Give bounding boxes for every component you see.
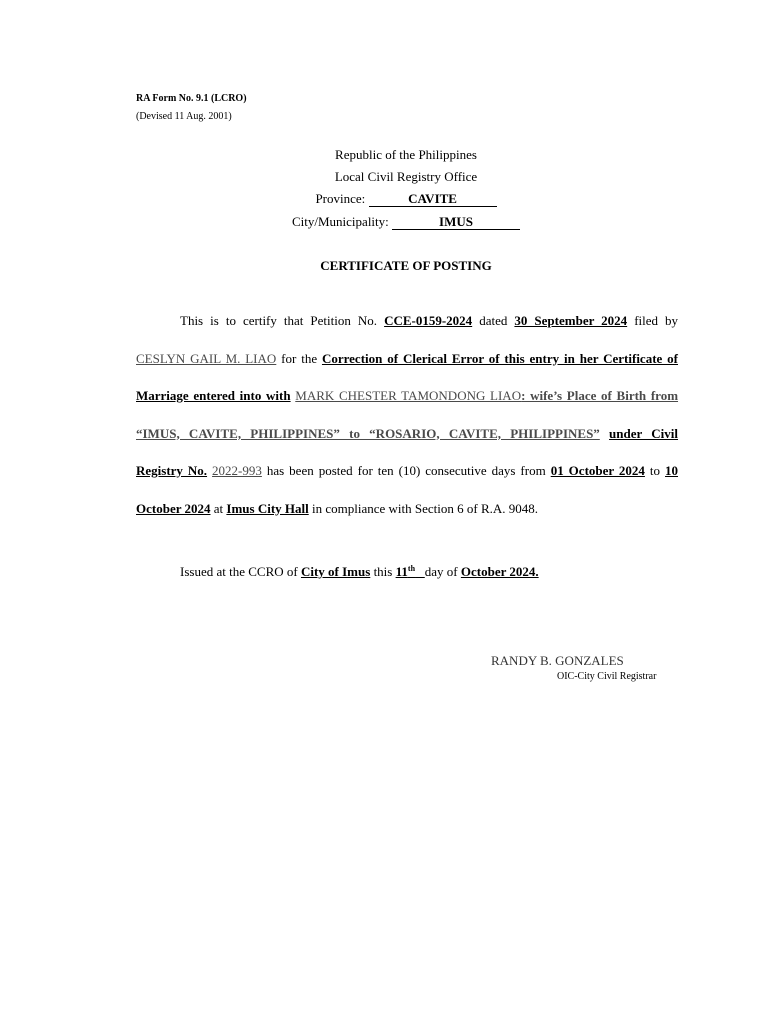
issued-day: 11th	[395, 564, 416, 579]
certificate-title: CERTIFICATE OF POSTING	[320, 258, 492, 273]
city-value: IMUS	[392, 215, 520, 230]
city-line	[0, 214, 768, 230]
body-text-3: filed by	[634, 313, 679, 328]
province-label: Province:	[315, 191, 366, 206]
body-text-8: in compliance with Section 6 of R.A. 9048.	[311, 500, 539, 516]
body-text-6: to	[649, 463, 661, 478]
form-revision: (Devised 11 Aug. 2001)	[136, 111, 232, 122]
registry-number: 2022-993	[212, 463, 262, 478]
spouse-name: MARK CHESTER TAMONDONG LIAO	[295, 388, 522, 403]
purpose-text: Correction of Clerical Error of this entry in her Certificate of Marriage entered into with	[136, 350, 679, 403]
correction-details: : wife’s Place of Birth from “IMUS, CAVITE, PHILIPPINES” to “ROSARIO, CAVITE, PHILIPPINES”	[136, 388, 679, 441]
city-label: City/Municipality:	[291, 214, 389, 229]
province-value: CAVITE	[369, 192, 497, 207]
issued-city: City of Imus	[300, 564, 371, 579]
body-text-2: dated	[479, 313, 508, 328]
body-text-7: at	[213, 500, 224, 516]
date-filed: 30 September 2024	[514, 313, 628, 328]
petitioner-name: CESLYN GAIL M. LIAO	[136, 350, 277, 366]
petition-number: CCE-0159-2024	[384, 313, 473, 328]
posting-date-to: 10 October 2024	[136, 463, 679, 516]
form-number: RA Form No. 9.1 (LCRO)	[136, 93, 247, 104]
registry-label: under Civil Registry No.	[136, 425, 679, 478]
body-text-1: This is to certify that Petition No.	[180, 313, 378, 328]
body-text-5: has been posted for ten (10) consecutive days from	[266, 463, 546, 478]
header-republic: Republic of the Philippines	[335, 147, 477, 162]
signatory-title: OIC-City Civil Registrar	[557, 671, 657, 682]
issued-day-suffix: th	[407, 564, 416, 573]
province-line	[0, 191, 768, 207]
issued-text-3: day of	[424, 564, 458, 579]
issued-text-2: this	[373, 564, 393, 579]
posting-place: Imus City Hall	[226, 500, 309, 516]
issued-month-year: October 2024.	[460, 564, 539, 579]
certification-paragraph	[136, 302, 678, 527]
body-text-4: for the	[281, 350, 318, 366]
issued-line	[180, 564, 539, 580]
issued-text-1: Issued at the CCRO of	[180, 564, 298, 579]
posting-date-from: 01 October 2024	[550, 463, 645, 478]
header-office: Local Civil Registry Office	[334, 169, 478, 184]
signatory-name: RANDY B. GONZALES	[491, 653, 624, 668]
